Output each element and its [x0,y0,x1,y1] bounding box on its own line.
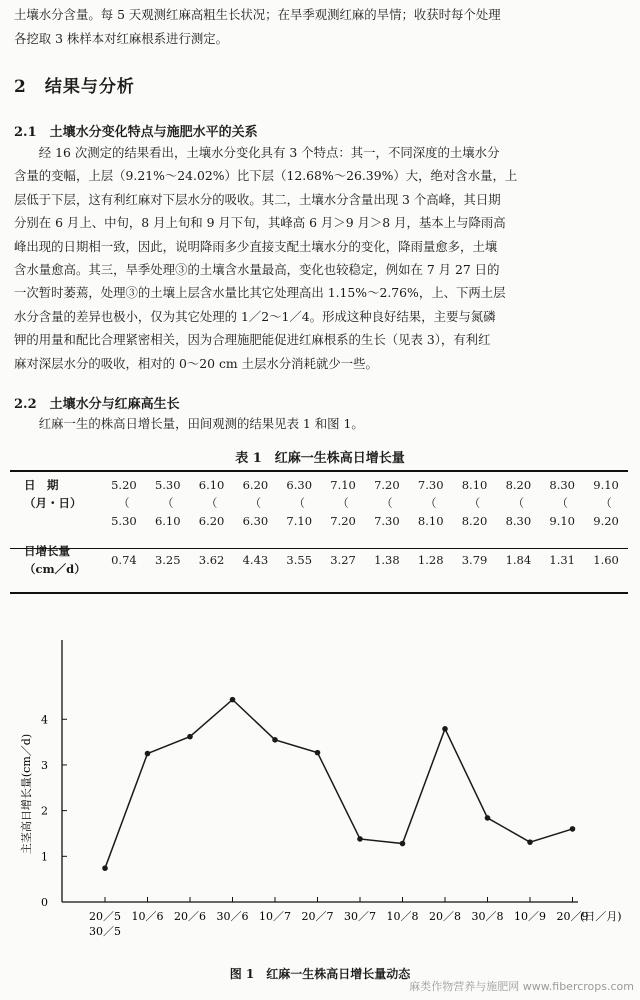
data-point [187,734,193,740]
y-tick-label: 0 [41,896,48,909]
data-point [570,826,576,832]
date-end-cell: 7.30 [374,514,400,528]
spacer-cell [10,530,628,542]
x-tick-label: 20／8 [429,910,461,923]
paragraph-2-2: 红麻一生的株高日增长量，田间观测的结果见表 1 和图 1。 [14,416,364,431]
growth-table [10,476,628,578]
row-label: 日增长量 [24,544,70,558]
table-caption: 表 1 红麻一生株高日增长量 [235,451,405,466]
growth-value-cell: 3.25 [154,553,181,567]
growth-value-cell: 3.79 [461,553,488,567]
growth-value-cell: 1.60 [593,553,619,567]
date-range-mark: （ [512,496,525,510]
y-tick-label: 1 [41,850,48,864]
date-start-cell: 8.30 [549,478,575,492]
section-heading-2: 2 结果与分析 [14,77,135,97]
paragraph-line: 分别在 6 月上、中旬，8 月上旬和 9 月下旬，其峰高 6 月＞9 月＞8 月，基本上与降雨高 [14,215,506,231]
date-range-mark: （ [118,496,130,510]
x-tick-label: 30／6 [216,910,249,923]
date-end-cell: 7.10 [286,514,313,528]
date-start-cell: 7.30 [417,478,444,492]
date-end-cell: 6.10 [154,514,181,528]
table-row [10,494,628,512]
date-range-mark: （ [293,496,305,510]
growth-value-cell: 1.31 [549,553,575,567]
table-row [10,542,628,560]
x-tick-label: 20／7 [301,910,334,923]
data-point [357,836,363,842]
paragraph-line: 峰出现的日期相一致，因此，说明降雨多少直接支配土壤水分的变化，降雨量愈多，土壤 [14,238,498,254]
body-line-2: 各挖取 3 株样本对红麻根系进行测定。 [14,31,229,46]
paragraph-line: 含量的变幅，上层（9.21%～24.02%）比下层（12.68%～26.39%）大，绝对含水量，上 [14,168,518,184]
date-end-cell: 8.30 [505,514,532,528]
date-range-mark: （ [161,496,174,510]
paragraph-line: 层低于下层，这有利红麻对下层水分的吸收。其二，土壤水分含量出现 3 个高峰，其日期 [14,191,501,207]
table-row [10,512,628,530]
date-range-mark: （ [556,496,568,510]
y-axis-label: 主茎高日增长量(cm／d) [20,733,33,855]
x-tick-label: 20／5 [89,910,121,923]
date-start-cell: 5.20 [111,478,137,492]
x-unit-label: (日／月) [580,910,622,923]
date-end-cell: 7.20 [330,514,356,528]
date-end-cell: 9.10 [549,514,575,528]
date-end-cell: 6.30 [242,514,269,528]
date-end-cell: 5.30 [111,514,137,528]
growth-value-cell: 0.74 [111,553,137,567]
x-extra-label: 30／5 [89,925,121,938]
x-tick-label: 20／9 [556,910,589,923]
data-point [272,737,278,743]
date-range-mark: （ [424,496,437,510]
growth-value-cell: 1.28 [417,553,444,567]
row-label [10,512,102,530]
paragraph-line: 钾的用量和配比合理紧密相关，因为合理施肥能促进红麻根系的生长（见表 3），有利红 [14,332,491,348]
date-range-mark: （ [337,496,349,510]
date-range-mark: （ [381,496,393,510]
table-bottom-rule [10,592,628,594]
date-start-cell: 7.20 [374,478,400,492]
data-point [442,726,448,732]
paragraph-line: 含水量愈高。其三，旱季处理③的土壤含水量最高，变化也较稳定，例如在 7 月 27 日的 [14,262,500,277]
date-start-cell: 8.10 [461,478,488,492]
date-range-mark: （ [205,496,218,510]
table-spacer-row [10,530,628,542]
paragraph-line: 麻对深层水分的吸收，相对的 0～20 cm 土层水分消耗就少一些。 [14,355,378,371]
date-start-cell: 8.20 [505,478,532,492]
date-end-cell: 8.20 [461,514,488,528]
table-top-rule [10,470,628,472]
growth-value-cell: 3.55 [286,553,313,567]
y-tick-label: 3 [41,758,48,772]
y-tick-label: 4 [41,713,48,727]
x-tick-label: 10／9 [514,910,546,923]
data-point [400,841,406,847]
paragraph-line: 经 16 次测定的结果看出，土壤水分变化具有 3 个特点：其一，不同深度的土壤水分 [14,145,500,160]
x-tick-label: 10／6 [131,910,164,923]
date-end-cell: 6.20 [198,514,225,528]
watermark-text: 麻类作物营养与施肥网 www.fibercrops.com [409,980,634,993]
growth-value-cell: 1.38 [374,553,400,567]
growth-value-cell: 4.43 [242,553,269,567]
section-heading-2-1: 2.1 土壤水分变化特点与施肥水平的关系 [14,125,258,140]
figure-caption: 图 1 红麻一生株高日增长量动态 [229,967,411,981]
data-point [315,750,321,756]
growth-line-chart [0,630,640,960]
date-start-cell: 5.30 [154,478,181,492]
row-label: （月・日） [24,496,82,510]
body-line-1: 土壤水分含量。每 5 天观测红麻高粗生长状况；在旱季观测红麻的旱情；收获时每个处理 [14,7,501,22]
growth-value-cell: 3.27 [330,553,356,567]
data-point [485,815,491,821]
date-start-cell: 7.10 [330,478,356,492]
date-end-cell: 9.20 [593,514,619,528]
paragraph-line: 水分含量的差异也极小，仅为其它处理的 1／2～1／4。形成这种良好结果，主要与氮磷 [14,308,496,324]
growth-value-cell: 3.62 [198,553,225,567]
y-tick-label: 2 [41,804,48,818]
section-heading-2-2: 2.2 土壤水分与红麻高生长 [14,397,180,412]
series-line [105,700,573,869]
data-point [230,697,236,703]
row-label: 日 期 [24,478,59,492]
x-tick-label: 30／7 [344,910,376,923]
x-tick-label: 10／8 [386,910,419,923]
date-start-cell: 6.30 [286,478,313,492]
date-start-cell: 6.20 [242,478,269,492]
date-start-cell: 9.10 [593,478,619,492]
table-row [10,476,628,494]
date-range-mark: （ [600,496,612,510]
growth-value-cell: 1.84 [505,553,532,567]
date-range-mark: （ [468,496,481,510]
x-tick-label: 20／6 [174,910,206,923]
x-tick-label: 30／8 [471,910,504,923]
paragraph-line: 一次暂时萎蔫，处理③的土壤上层含水量比其它处理高出 1.15%～2.76%，上、下两土层 [14,285,506,301]
date-start-cell: 6.10 [198,478,225,492]
date-end-cell: 8.10 [417,514,444,528]
x-tick-label: 10／7 [259,910,291,923]
data-point [527,839,533,845]
date-range-mark: （ [249,496,262,510]
data-point [145,751,151,757]
data-point [102,865,108,871]
row-label: （cm／d） [24,562,86,576]
table-mid-rule [10,548,628,549]
